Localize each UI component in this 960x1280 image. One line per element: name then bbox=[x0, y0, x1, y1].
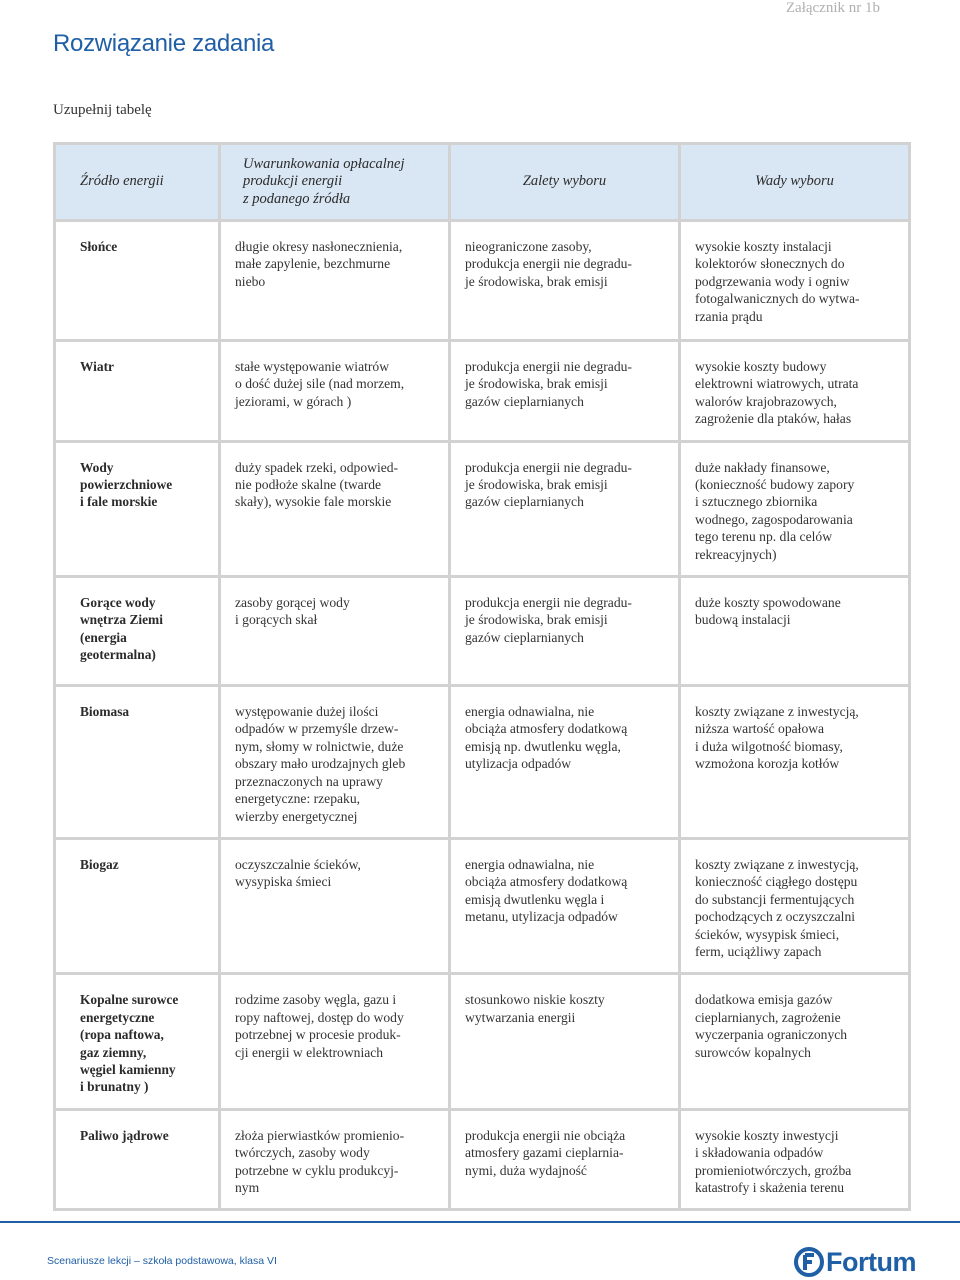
disadvantages-text: koszty związane z inwestycją, niższa wartość opałowa i duża wilgotność biomasy, wzmożona korozja kotłów bbox=[695, 704, 859, 772]
cell-source bbox=[55, 341, 220, 442]
table-row bbox=[55, 686, 910, 839]
cell-source bbox=[55, 1109, 220, 1210]
cell-conditions bbox=[220, 577, 450, 686]
attachment-label: Załącznik nr 1b bbox=[785, 0, 880, 16]
cell-source bbox=[55, 974, 220, 1109]
disadvantages-text: dodatkowa emisja gazów cieplarnianych, zagrożenie wyczerpania ograniczonych surowców kopalnych bbox=[695, 992, 848, 1060]
fortum-logo-text: Fortum bbox=[826, 1246, 916, 1277]
cell-conditions bbox=[220, 1109, 450, 1210]
source-text: Biogaz bbox=[80, 856, 119, 872]
fortum-logo-icon bbox=[794, 1247, 824, 1277]
header-conditions-label: Uwarunkowania opłacalnej produkcji energii z podanego źródła bbox=[243, 155, 405, 207]
cell-conditions bbox=[220, 974, 450, 1109]
conditions-text: stałe występowanie wiatrów o dość dużej sile (nad morzem, jeziorami, w górach ) bbox=[235, 359, 405, 409]
conditions-text: występowanie dużej ilości odpadów w przemyśle drzew- nym, słomy w rolnictwie, duże obszary mało urodzajnych gleb przeznaczonych na uprawy energetyczne: rzepaku, wierzby energetycznej bbox=[235, 704, 406, 824]
table-row bbox=[55, 577, 910, 686]
cell-disadvantages bbox=[680, 441, 910, 576]
header-row bbox=[55, 144, 910, 221]
table-row bbox=[55, 974, 910, 1109]
table-row bbox=[55, 838, 910, 973]
advantages-text: produkcja energii nie degradu- je środowiska, brak emisji gazów cieplarnianych bbox=[465, 459, 632, 510]
advantages-text: nieograniczone zasoby, produkcja energii nie degradu- je środowiska, brak emisji bbox=[465, 239, 632, 289]
cell-disadvantages bbox=[680, 577, 910, 686]
cell-advantages bbox=[450, 686, 680, 839]
cell-disadvantages bbox=[680, 686, 910, 839]
table-row bbox=[55, 221, 910, 341]
advantages-text: energia odnawialna, nie obciąża atmosfery dodatkową emisją np. dwutlenku węgla, utylizacja odpadów bbox=[465, 704, 628, 772]
cell-source bbox=[55, 577, 220, 686]
cell-conditions bbox=[220, 838, 450, 973]
advantages-text: produkcja energii nie obciąża atmosfery gazami cieplarnia- nymi, duża wydajność bbox=[465, 1127, 626, 1178]
conditions-text: zasoby gorącej wody i gorących skał bbox=[235, 595, 350, 628]
cell-advantages bbox=[450, 221, 680, 341]
cell-source bbox=[55, 221, 220, 341]
disadvantages-text: koszty związane z inwestycją, konieczność ciągłego dostępu do substancji fermentujących pochodzących z oczyszczalni ścieków, wysypisk śmieci, ferm, uciążliwy zapach bbox=[695, 856, 859, 959]
conditions-text: duży spadek rzeki, odpowied- nie podłoże skalne (twarde skały), wysokie fale morskie bbox=[235, 459, 399, 510]
source-text: Wody powierzchniowe i fale morskie bbox=[80, 459, 173, 510]
cell-disadvantages bbox=[680, 221, 910, 341]
cell-advantages bbox=[450, 341, 680, 442]
cell-conditions bbox=[220, 341, 450, 442]
footer-caption: Scenariusze lekcji – szkoła podstawowa, klasa VI bbox=[47, 1255, 277, 1267]
page-title: Rozwiązanie zadania bbox=[53, 30, 275, 57]
conditions-text: długie okresy nasłonecznienia, małe zapylenie, bezchmurne niebo bbox=[235, 239, 403, 289]
disadvantages-text: wysokie koszty inwestycji i składowania odpadów promieniotwórczych, groźba katastrofy i skażenia terenu bbox=[695, 1127, 852, 1195]
conditions-text: złoża pierwiastków promienio- twórczych, zasoby wody potrzebne w cyklu produkcyj- nym bbox=[235, 1127, 405, 1195]
conditions-text: rodzime zasoby węgla, gazu i ropy naftowej, dostęp do wody potrzebnej w procesie produk- cji energii w elektrowniach bbox=[235, 992, 404, 1060]
header-conditions bbox=[220, 144, 450, 221]
table-body bbox=[55, 221, 910, 1210]
disadvantages-text: duże koszty spowodowane budową instalacji bbox=[695, 595, 841, 628]
source-text: Wiatr bbox=[80, 359, 114, 374]
energy-sources-table bbox=[53, 142, 911, 1211]
source-text: Kopalne surowce energetyczne (ropa naftowa, gaz ziemny, węgiel kamienny i brunatny ) bbox=[80, 992, 179, 1095]
cell-advantages bbox=[450, 1109, 680, 1210]
cell-disadvantages bbox=[680, 1109, 910, 1210]
cell-disadvantages bbox=[680, 838, 910, 973]
header-advantages-label: Zalety wyboru bbox=[522, 173, 607, 190]
source-text: Słońce bbox=[80, 239, 118, 254]
header-disadvantages-label: Wady wyboru bbox=[755, 173, 834, 190]
cell-conditions bbox=[220, 221, 450, 341]
cell-conditions bbox=[220, 441, 450, 576]
source-text: Gorące wody wnętrza Ziemi (energia geotermalna) bbox=[80, 595, 163, 663]
cell-advantages bbox=[450, 838, 680, 973]
cell-source bbox=[55, 441, 220, 576]
conditions-text: oczyszczalnie ścieków, wysypiska śmieci bbox=[235, 856, 361, 890]
table-header bbox=[55, 144, 910, 221]
disadvantages-text: wysokie koszty budowy elektrowni wiatrowych, utrata walorów krajobrazowych, zagrożenie dla ptaków, hałas bbox=[695, 359, 859, 427]
cell-source bbox=[55, 838, 220, 973]
advantages-text: energia odnawialna, nie obciąża atmosfery dodatkową emisją dwutlenku węgla i metanu, utylizacja odpadów bbox=[465, 856, 628, 925]
disadvantages-text: wysokie koszty instalacji kolektorów słonecznych do podgrzewania wody i ogniw fotogalwanicznych do wytwa- rzania prądu bbox=[695, 239, 860, 324]
table-row bbox=[55, 441, 910, 576]
disadvantages-text: duże nakłady finansowe, (konieczność budowy zapory i sztucznego zbiornika wodnego, zagospodarowania tego terenu np. dla celów rekreacyjnych) bbox=[695, 459, 855, 562]
table-row bbox=[55, 341, 910, 442]
source-text: Paliwo jądrowe bbox=[80, 1127, 169, 1143]
instruction-text: Uzupełnij tabelę bbox=[53, 102, 152, 118]
advantages-text: stosunkowo niskie koszty wytwarzania energii bbox=[465, 992, 605, 1025]
cell-source bbox=[55, 686, 220, 839]
header-disadvantages bbox=[680, 144, 910, 221]
cell-advantages bbox=[450, 577, 680, 686]
table-row bbox=[55, 1109, 910, 1210]
cell-disadvantages bbox=[680, 341, 910, 442]
cell-advantages bbox=[450, 974, 680, 1109]
header-source bbox=[55, 144, 220, 221]
advantages-text: produkcja energii nie degradu- je środowiska, brak emisji gazów cieplarnianych bbox=[465, 359, 632, 409]
header-advantages bbox=[450, 144, 680, 221]
source-text: Biomasa bbox=[80, 704, 130, 720]
cell-disadvantages bbox=[680, 974, 910, 1109]
advantages-text: produkcja energii nie degradu- je środowiska, brak emisji gazów cieplarnianych bbox=[465, 595, 632, 645]
footer-divider bbox=[0, 1221, 960, 1223]
header-source-label: Źródło energii bbox=[80, 173, 164, 190]
cell-advantages bbox=[450, 441, 680, 576]
fortum-logo bbox=[794, 1244, 916, 1280]
cell-conditions bbox=[220, 686, 450, 839]
